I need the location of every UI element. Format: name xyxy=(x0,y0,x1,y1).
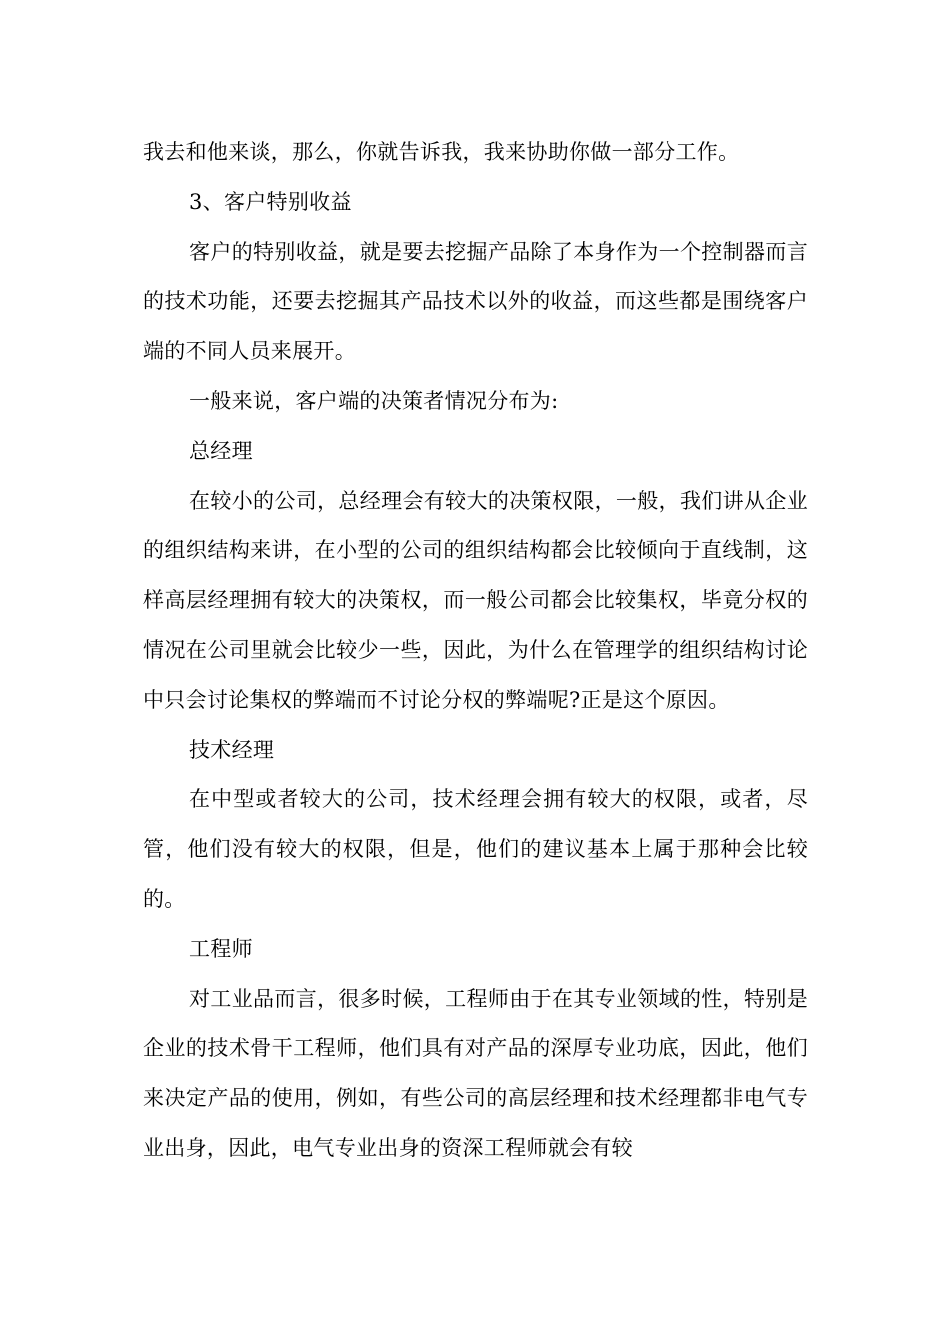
paragraph-technical-manager: 在中型或者较大的公司，技术经理会拥有较大的权限，或者，尽管，他们没有较大的权限，但是，他们的建议基本上属于那种会比较的。 xyxy=(143,787,808,911)
document-page xyxy=(143,128,808,1174)
paragraph-engineer: 对工业品而言，很多时候，工程师由于在其专业领域的性，特别是企业的技术骨干工程师，他们具有对产品的深厚专业功底，因此，他们来决定产品的使用，例如，有些公司的高层经理和技术经理都非电气专业出身，因此，电气专业出身的资深工程师就会有较 xyxy=(143,986,808,1160)
subheading-technical-manager: 技术经理 xyxy=(189,737,275,762)
paragraph-general-manager: 在较小的公司，总经理会有较大的决策权限，一般，我们讲从企业的组织结构来讲，在小型的公司的组织结构都会比较倾向于直线制，这样高层经理拥有较大的决策权，而一般公司都会比较集权，毕竟分权的情况在公司里就会比较少一些，因此，为什么在管理学的组织结构讨论中只会讨论集权的弊端而不讨论分权的弊端呢?正是这个原因。 xyxy=(143,488,808,712)
subheading-general-manager: 总经理 xyxy=(189,438,253,463)
subheading-engineer: 工程师 xyxy=(189,936,253,961)
paragraph-continuation: 我去和他来谈，那么，你就告诉我，我来协助你做一部分工作。 xyxy=(143,140,740,164)
paragraph-decision-makers-intro: 一般来说，客户端的决策者情况分布为: xyxy=(189,388,559,413)
paragraph-customer-benefit: 客户的特别收益，就是要去挖掘产品除了本身作为一个控制器而言的技术功能，还要去挖掘其产品技术以外的收益，而这些都是围绕客户端的不同人员来展开。 xyxy=(143,239,808,364)
section-heading-customer-benefit: 3、客户特别收益 xyxy=(189,189,352,214)
